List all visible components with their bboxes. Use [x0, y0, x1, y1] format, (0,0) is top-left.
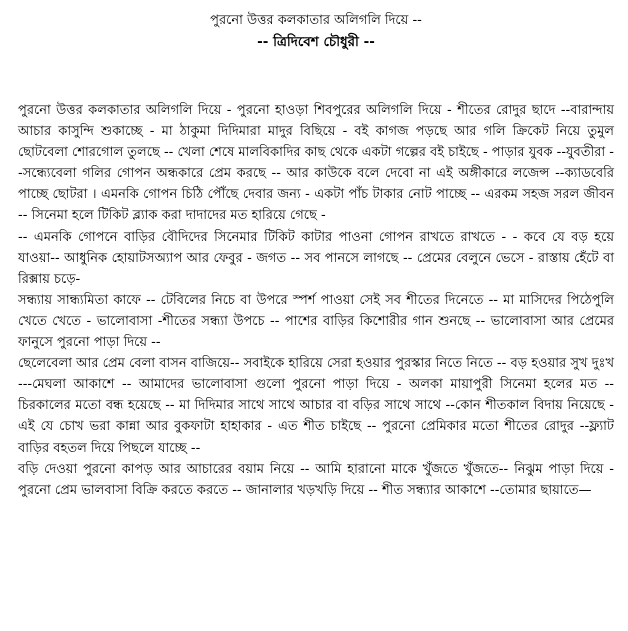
paragraph-5: বড়ি দেওয়া পুরনো কাপড় আর আচারের বয়াম নিয়ে -- আমি হারানো মাকে খুঁজতে খুঁজতে-- নিঝুম পাড়া দিয়ে - পুরনো প্রেম ভালবাসা বিক্রি করতে করতে -- জানালার খড়খড়ি দিয়ে -- শীত সন্ধ্যার আকাশে --তোমার ছায়াতে—	[18, 461, 614, 498]
document-title: পুরনো উত্তর কলকাতার অলিগলি দিয়ে --	[210, 13, 422, 28]
paragraph-2: -- এমনকি গোপনে বাড়ির বৌদিদের সিনেমার টিকিট কাটার পাওনা গোপন রাখতে রাখতে - - কবে যে বড় হয়ে যাওয়া-- আধুনিক হোয়াটসঅ্যাপ আর ফেবুর - জগত -- সব পানসে লাগছে -- প্রেমের বেলুনে ভেসে - রাস্তায় হেঁটে বা রিক্সায় চড়ে-	[18, 229, 614, 287]
paragraph-1: পুরনো উত্তর কলকাতার অলিগলি দিয়ে - পুরনো হাওড়া শিবপুরের অলিগলি দিয়ে - শীতের রোদুর ছাদে --বারান্দায় আচার কাসুন্দি শুকাচ্ছে - মা ঠাকুমা দিদিমারা মাদুর বিছিয়ে - বই কাগজ পড়ছে আর গলি ক্রিকেট নিয়ে তুমুল ছোটবেলা শোরগোল তুলছে -- খেলা শেষে মালবিকাদির কাছ থেকে একটা গল্পের বই চাইছে - পাড়ার যুবক --যুবতীরা --সন্ধ্যেবেলা গলির গোপন অন্ধকারে প্রেম করছে -- আর কাউকে বলে দেবো না এই অঙ্গীকারে লজেন্স --ক্যাডবেরি পাচ্ছে ছোটরা । এমনকি গোপন চিঠি পৌঁছে দেবার জন্য - একটা পাঁচ টাকার নোট পাচ্ছে -- এরকম সহজ সরল জীবন -- সিনেমা হলে টিকিট ব্ল্যাক করা দাদাদের মত হারিয়ে গেছে -	[18, 103, 614, 224]
document-body	[18, 100, 614, 501]
document-author: -- ত্রিদিবেশ চৌধুরী --	[257, 34, 375, 50]
document-header	[18, 10, 614, 52]
paragraph-3: সন্ধ্যায় সান্ধ্যমিতা কাফে -- টেবিলের নিচে বা উপরে স্পর্শ পাওয়া সেই সব শীতের দিনেতে -- মা মাসিদের পিঠেপুলি খেতে খেতে - ভালোবাসা -শীতের সন্ধ্যা উপচে -- পাশের বাড়ির কিশোরীর গান শুনছে -- ভালোবাসা আর প্রেমের ফানুসে পুরনো পাড়া দিয়ে --	[18, 292, 614, 351]
paragraph-4: ছেলেবেলা আর প্রেম বেলা বাসন বাজিয়ে-- সবাইকে হারিয়ে সেরা হওয়ার পুরস্কার নিতে নিতে -- বড় হওয়ার সুখ দুঃখ ---মেঘলা আকাশে -- আমাদের ভালোবাসা গুলো পুরনো পাড়া দিয়ে - অলকা মায়াপুরী সিনেমা হলের মত -- চিরকালের মতো বন্ধ হয়েছে -- মা দিদিমার সাথে সাথে আচার বা বড়ির সাথে সাথে --কোন শীতকাল বিদায় নিয়েছে - এই যে চোখ ভরা কান্না আর বুকফাটা হাহাকার - এত শীত চাইছে -- পুরনো প্রেমিকার মতো শীতের রোদুর --ফ্ল্যাট বাড়ির বহতল দিয়ে পিছলে যাচ্ছে --	[18, 356, 614, 456]
